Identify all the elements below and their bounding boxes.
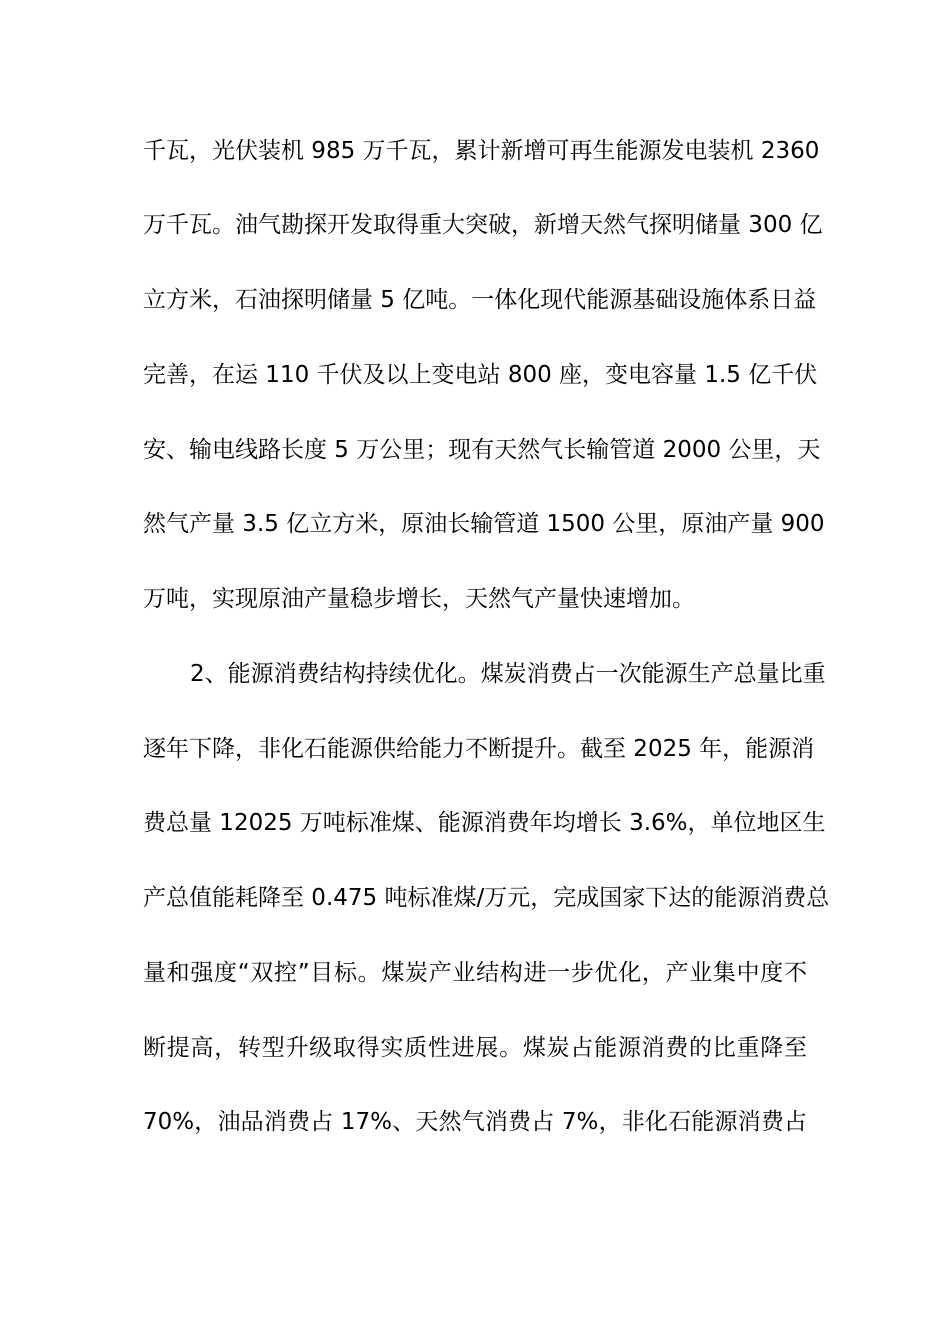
paragraph-line: 逐年下降，非化石能源供给能力不断提升。截至 2025 年，能源消	[143, 736, 815, 762]
paragraph-line: 产总值能耗降至 0.475 吨标准煤/万元，完成国家下达的能源消费总	[143, 885, 830, 911]
paragraph-line: 千瓦，光伏装机 985 万千瓦，累计新增可再生能源发电装机 2360	[143, 138, 820, 164]
paragraph-line: 万吨，实现原油产量稳步增长，天然气产量快速增加。	[143, 586, 695, 612]
paragraph-line: 2、能源消费结构持续优化。煤炭消费占一次能源生产总量比重	[190, 661, 826, 687]
paragraph-line: 安、输电线路长度 5 万公里；现有天然气长输管道 2000 公里，天	[143, 437, 821, 463]
paragraph-line: 立方米，石油探明储量 5 亿吨。一体化现代能源基础设施体系日益	[143, 287, 817, 313]
paragraph-line: 70%，油品消费占 17%、天然气消费占 7%，非化石能源消费占	[143, 1109, 807, 1135]
paragraph-line: 费总量 12025 万吨标准煤、能源消费年均增长 3.6%，单位地区生	[143, 810, 826, 836]
paragraph-line: 量和强度“双控”目标。煤炭产业结构进一步优化，产业集中度不	[143, 960, 807, 986]
paragraph-line: 然气产量 3.5 亿立方米，原油长输管道 1500 公里，原油产量 900	[143, 511, 825, 537]
paragraph-line: 万千瓦。油气勘探开发取得重大突破，新增天然气探明储量 300 亿	[143, 212, 823, 238]
paragraph-line: 完善，在运 110 千伏及以上变电站 800 座，变电容量 1.5 亿千伏	[143, 362, 818, 388]
paragraph-line: 断提高，转型升级取得实质性进展。煤炭占能源消费的比重降至	[143, 1035, 807, 1061]
